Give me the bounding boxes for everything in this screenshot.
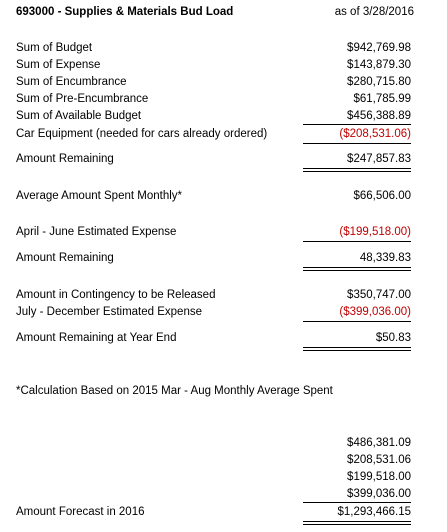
sum-value: $143,879.30 xyxy=(347,59,411,71)
report-header xyxy=(0,4,447,20)
year-end-value: $50.83 xyxy=(375,332,411,344)
sum-label: Sum of Available Budget xyxy=(16,110,142,122)
apr-jun-value: ($199,518.00) xyxy=(339,226,411,238)
underline xyxy=(303,502,411,503)
underline xyxy=(303,321,411,322)
forecast-total-label: Amount Forecast in 2016 xyxy=(16,506,145,518)
sum-value: $280,715.80 xyxy=(347,76,411,88)
underline xyxy=(303,143,411,144)
sum-row xyxy=(0,108,447,124)
forecast-item-value: $486,381.09 xyxy=(347,437,411,449)
amount-remaining-value: 48,339.83 xyxy=(359,252,411,264)
amount-remaining-row xyxy=(0,250,447,266)
forecast-item-row xyxy=(0,452,447,468)
sum-row xyxy=(0,57,447,73)
sum-label: Sum of Pre-Encumbrance xyxy=(16,93,149,105)
double-underline xyxy=(303,347,411,351)
sum-row xyxy=(0,91,447,107)
sum-label: Car Equipment (needed for cars already ordered) xyxy=(16,128,268,140)
sum-value: $61,785.99 xyxy=(353,93,411,105)
forecast-item-value: $208,531.06 xyxy=(347,454,411,466)
forecast-total-row xyxy=(0,504,447,520)
sum-value-negative: ($208,531.06) xyxy=(339,128,411,140)
underline xyxy=(303,124,411,125)
amount-remaining-row xyxy=(0,151,447,167)
report-date: as of 3/28/2016 xyxy=(334,6,414,18)
footnote: *Calculation Based on 2015 Mar - Aug Monthly Average Spent xyxy=(16,385,333,397)
apr-jun-row xyxy=(0,224,447,240)
amount-remaining-label: Amount Remaining xyxy=(16,252,114,264)
double-underline xyxy=(303,521,411,525)
sum-row xyxy=(0,126,447,142)
underline xyxy=(303,241,411,242)
sum-row xyxy=(0,40,447,56)
sum-label: Sum of Expense xyxy=(16,59,101,71)
forecast-item-value: $199,518.00 xyxy=(347,471,411,483)
year-end-label: Amount Remaining at Year End xyxy=(16,332,177,344)
footnote-row xyxy=(0,383,447,399)
apr-jun-label: April - June Estimated Expense xyxy=(16,226,177,238)
avg-spent-row xyxy=(0,188,447,204)
avg-spent-value: $66,506.00 xyxy=(353,190,411,202)
sum-value: $456,388.89 xyxy=(347,110,411,122)
forecast-total-value: $1,293,466.15 xyxy=(337,506,411,518)
double-underline xyxy=(303,168,411,172)
year-end-row xyxy=(0,330,447,346)
avg-spent-label: Average Amount Spent Monthly* xyxy=(16,190,183,202)
jul-dec-value: ($399,036.00) xyxy=(339,306,411,318)
sum-label: Sum of Budget xyxy=(16,42,93,54)
forecast-item-row xyxy=(0,486,447,502)
jul-dec-row xyxy=(0,304,447,320)
report-title: 693000 - Supplies & Materials Bud Load xyxy=(16,6,234,18)
jul-dec-label: July - December Estimated Expense xyxy=(16,306,202,318)
amount-remaining-label: Amount Remaining xyxy=(16,153,114,165)
contingency-label: Amount in Contingency to be Released xyxy=(16,289,216,301)
double-underline xyxy=(303,267,411,271)
contingency-row xyxy=(0,287,447,303)
forecast-item-row xyxy=(0,469,447,485)
amount-remaining-value: $247,857.83 xyxy=(347,153,411,165)
sum-label: Sum of Encumbrance xyxy=(16,76,127,88)
sum-row xyxy=(0,74,447,90)
sum-value: $942,769.98 xyxy=(347,42,411,54)
forecast-item-value: $399,036.00 xyxy=(347,488,411,500)
forecast-item-row xyxy=(0,435,447,451)
contingency-value: $350,747.00 xyxy=(347,289,411,301)
